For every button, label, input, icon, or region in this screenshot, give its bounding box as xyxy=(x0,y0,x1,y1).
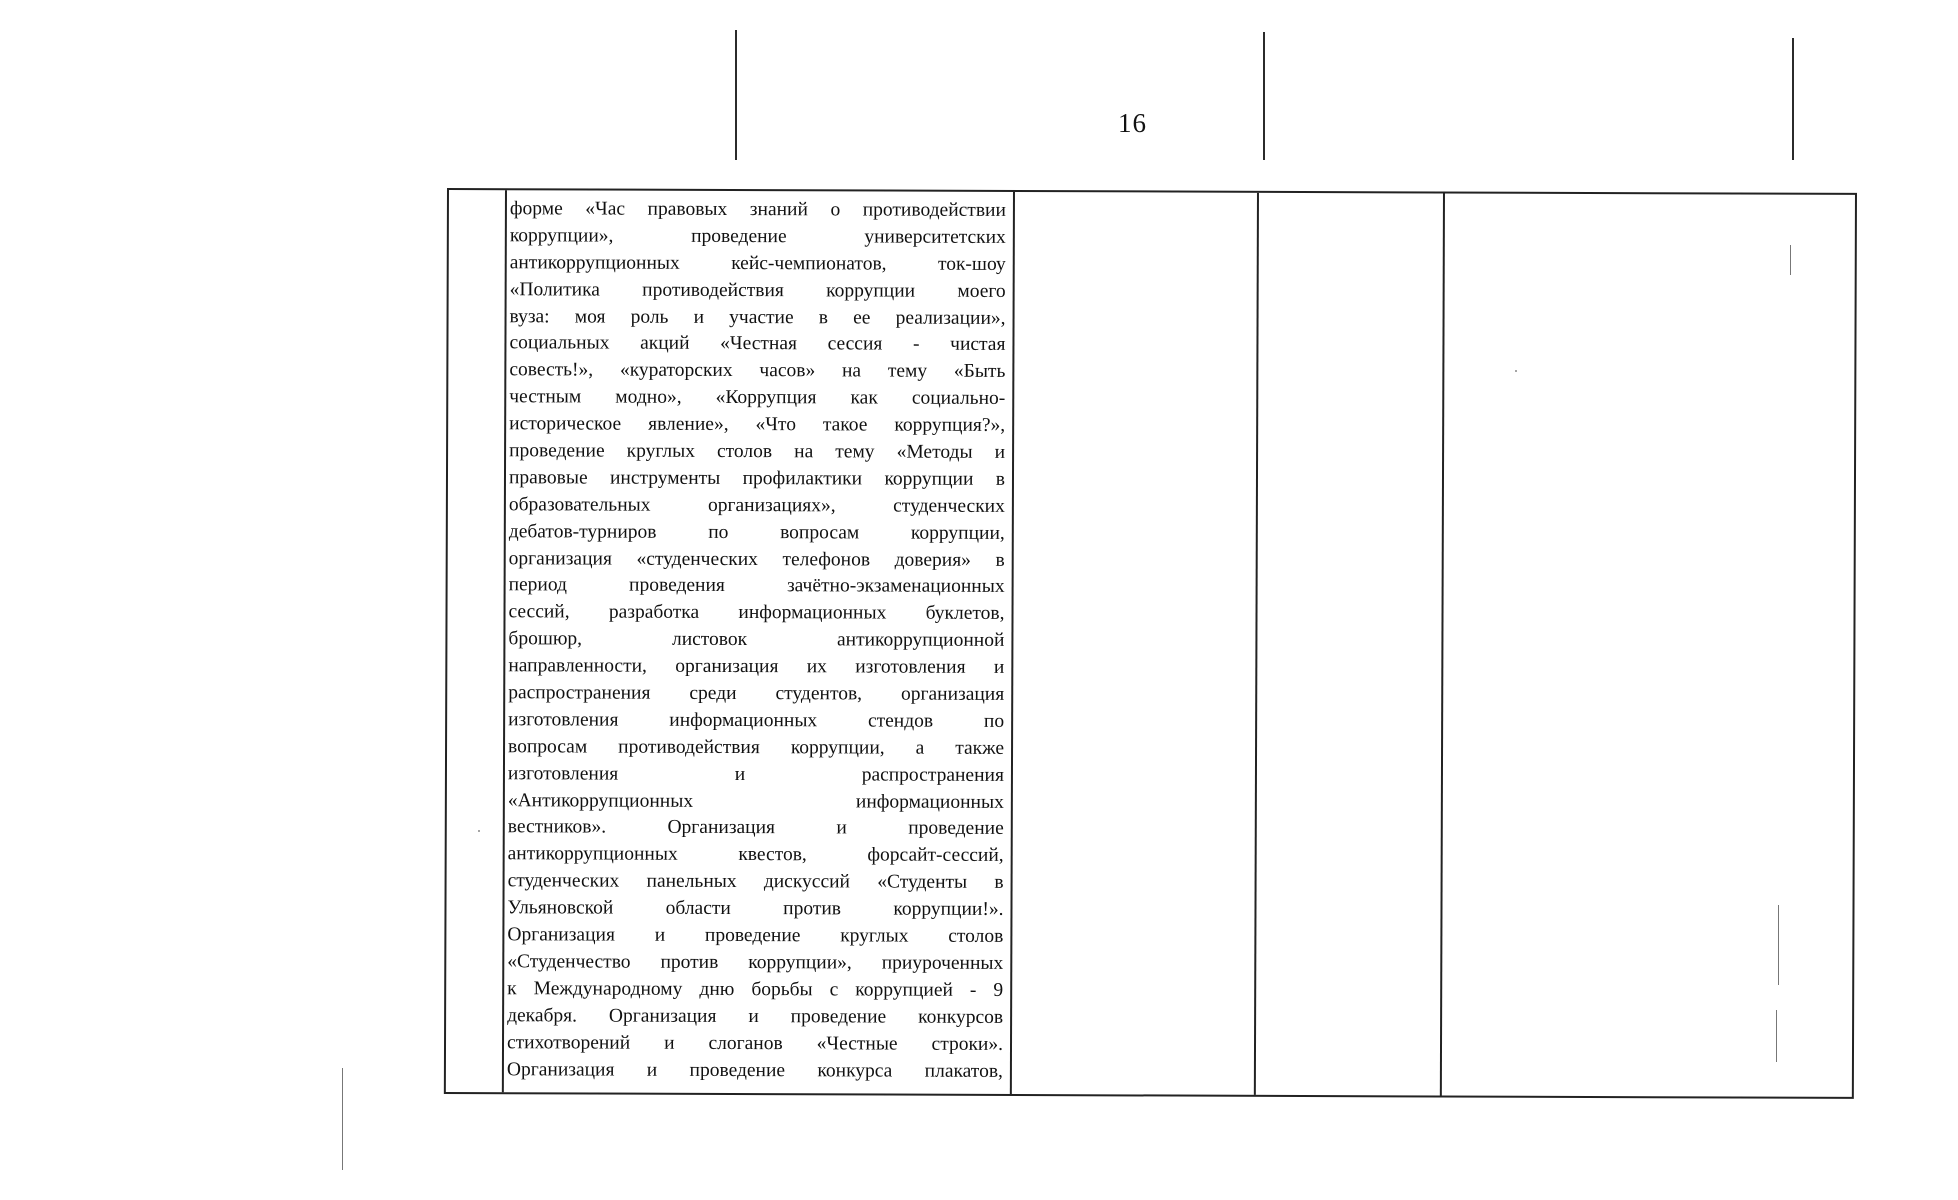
cell-text-line: коррупции», проведение университетских xyxy=(509,225,1006,248)
cell-text-line: «Студенчество против коррупции», приуроченных xyxy=(507,951,1004,974)
cell-text-line: период проведения зачётно-экзаменационных xyxy=(508,574,1005,598)
cell-text-line: организация «студенческих телефонов доверия» в xyxy=(508,547,1005,571)
cell-text-line: совесть!», «кураторских часов» на тему «Быть xyxy=(509,359,1006,383)
cell-text-line: распространения среди студентов, организация xyxy=(508,682,1005,705)
scan-mark-line xyxy=(1263,32,1265,160)
cell-text-line: «Антикоррупционных информационных xyxy=(507,789,1004,813)
cell-text-line: стихотворений и слоганов «Честные строки». xyxy=(506,1031,1004,1055)
cell-text-line: студенческих панельных дискуссий «Студенты в xyxy=(507,870,1004,894)
cell-text-line: Ульяновской области против коррупции!». xyxy=(507,897,1004,921)
cell-text-line: направленности, организация их изготовления и xyxy=(508,655,1005,679)
cell-text-line: к Международному дню борьбы с коррупцией - 9 xyxy=(507,978,1004,1001)
cell-text-line: социальных акций «Честная сессия - чистая xyxy=(509,332,1006,356)
cell-text-line: вестников». Организация и проведение xyxy=(507,816,1004,840)
cell-text-line: антикоррупционных кейс-чемпионатов, ток-шоу xyxy=(509,252,1006,275)
cell-text-line: «Политика противодействия коррупции моего xyxy=(509,278,1006,302)
scan-mark-line xyxy=(1792,38,1794,160)
column-divider xyxy=(1440,193,1445,1095)
cell-text-line: правовые инструменты профилактики коррупции в xyxy=(508,467,1006,490)
cell-text-line: изготовления информационных стендов по xyxy=(508,709,1005,732)
cell-text-line: Организация и проведение круглых столов xyxy=(507,924,1004,947)
cell-text-line: изготовления и распространения xyxy=(507,762,1004,786)
document-table xyxy=(444,188,1857,1099)
cell-text-line: Организация и проведение конкурса плакатов, xyxy=(506,1058,1003,1082)
cell-text-line: проведение круглых столов на тему «Методы и xyxy=(509,440,1006,463)
cell-text-line: форме «Час правовых знаний о противодействии xyxy=(509,198,1006,221)
cell-text-line: антикоррупционных квестов, форсайт-сессий, xyxy=(507,843,1004,867)
cell-text-line: дебатов-турниров по вопросам коррупции, xyxy=(508,520,1005,544)
cell-text-line: историческое явление», «Что такое коррупция?», xyxy=(509,413,1006,437)
cell-text-line: сессий, разработка информационных буклетов, xyxy=(508,601,1005,625)
cell-text-line: брошюр, листовок антикоррупционной xyxy=(508,628,1005,652)
cell-text-line: образовательных организациях», студенческих xyxy=(508,494,1005,517)
cell-text-line: честным модно», «Коррупция как социально- xyxy=(509,386,1006,410)
scan-mark-line xyxy=(735,30,737,160)
page-number: 16 xyxy=(1118,108,1147,138)
cell-text-line: вуза: моя роль и участие в ее реализации», xyxy=(509,305,1006,329)
column-divider xyxy=(1010,192,1015,1094)
column-divider xyxy=(502,190,507,1092)
column-divider xyxy=(1254,193,1259,1095)
table-cell-text xyxy=(507,196,1006,1085)
cell-text-line: вопросам противодействия коррупции, а также xyxy=(508,736,1005,759)
scan-mark-line xyxy=(342,1068,343,1170)
cell-text-line: декабря. Организация и проведение конкурсов xyxy=(507,1004,1004,1028)
